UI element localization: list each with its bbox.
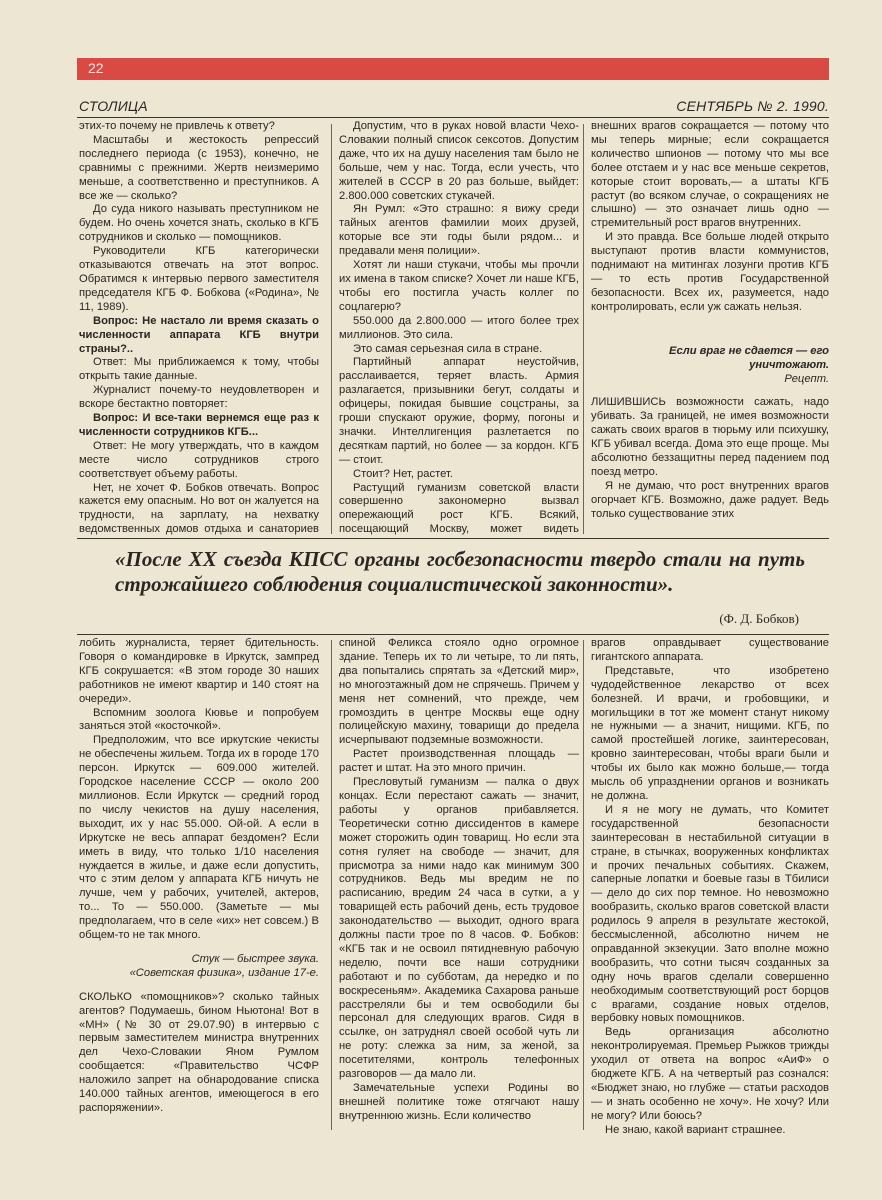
paragraph: До суда никого называть преступником не будем. Но очень хочется знать, сколько в КГБ сотрудников и сколько — помощников. <box>79 203 319 244</box>
paragraph: Вопрос: И все-таки вернемся еще раз к численности сотрудников КГБ... <box>79 412 319 438</box>
publication-name: СТОЛИЦА <box>79 98 148 114</box>
paragraph: Ян Румл: «Это страшно: я вижу среди тайных агентов фамилии моих друзей, которые все эти годы были рядом... и предавали меня полиции». <box>339 203 579 258</box>
paragraph: Нет, не хочет Ф. Бобков отвечать. Вопрос кажется ему опасным. Но вот он жалуется на трудности, на зарплату, на нехватку ведомственных домов отдыха и санаториев <box>79 481 319 536</box>
paragraph: Я не думаю, что рост внутренних врагов огорчает КГБ. Возможно, даже радует. Ведь только существование этих <box>591 479 829 520</box>
masthead-rule <box>77 117 829 118</box>
paragraph: ЛИШИВШИСЬ возможности сажать, надо убивать. За границей, не имея возможности сажать своих врагов в тюрьму или психушку, КГБ убивал всегда. Дома это еще проще. Мы абсолютно беззащитны перед падением под поезд метро. <box>591 396 829 478</box>
paragraph: Партийный аппарат неустойчив, расслаивается, теряет власть. Армия разлагается, призывники бегут, солдаты и офицеры, покидая бывшие соцстраны, за гроши спускают оружие, форму, погоны и значки. Интеллигенция разлетается по десяткам партий, но более — за кордон. КГБ — стоит. <box>339 356 579 466</box>
paragraph: Не знаю, какой вариант страшнее. <box>605 1123 786 1136</box>
epigraph-source: «Советская физика», издание 17-е. <box>129 966 319 979</box>
paragraph: СКОЛЬКО «помощников»? сколько тайных агентов? Подумаешь, бином Ньютона! Вот в «МН» (№ 30 от 29.07.90) в интервью с первым заместителем министра внутренних дел Чехо-Словакии Яном Румлом сообщается: «Правительство ЧСФР наложило запрет на обнародование списка 140.000 тайных агентов, имеющегося в его распоряжении». <box>79 990 319 1114</box>
bottom-column-2 <box>339 637 579 1137</box>
paragraph: Вопрос: Не настало ли время сказать о численности аппарата КГБ внутри страны?.. <box>79 314 319 355</box>
pull-quote: «После XX съезда КПСС органы госбезопасности твердо стали на путь строжайшего соблюдения социалистической законности». <box>115 547 805 596</box>
paragraph: Ведь организация абсолютно неконтролируемая. Премьер Рыжков трижды уходил от ответа на вопрос «АиФ» о бюджете КГБ. А на четвертый раз сознался: «Бюджет знаю, но глубже — статьи расходов — и знать особенно не хочу». Не хочу? Или не могу? Или боюсь? <box>591 1026 829 1122</box>
paragraph: этих-то почему не привлечь к ответу? <box>79 120 275 132</box>
column-divider <box>583 124 584 534</box>
paragraph: Стоит? Нет, растет. <box>353 467 453 480</box>
column-divider <box>331 640 332 1130</box>
paragraph: Хотят ли наши стукачи, чтобы мы прочли их имена в таком списке? Хочет ли наше КГБ, чтобы его постигла участь коллег по соцлагерю? <box>339 259 579 313</box>
paragraph: Растущий гуманизм советской власти совершенно закономерно вызвал опережающий рост КГБ. Всякий, посещающий Москву, может видеть <box>339 481 579 536</box>
column-divider <box>331 124 332 534</box>
paragraph: Представьте, что изобретено чудодейственное лекарство от всех болезней. И врачи, и гробовщики, и могильщики в тот же момент станут никому не нужными — а значит, нищими. КГБ, по самой простейшей логике, заинтересован, кровно заинтересован, чтобы враги были и чтобы их было как можно больше,— тогда мысль об упразднении органов и возникать не должна. <box>591 664 829 802</box>
paragraph: И я не могу не думать, что Комитет государственной безопасности заинтересован в нестабильной ситуации в стране, в стычках, вооруженных конфликтах и прочих печальных событиях. Скажем, саперные лопатки и боевые газы в Тбилиси — дело до сих пор темное. Но невозможно вообразить, сколько врагов советской власти родилось 9 апреля в результате жестокой, бессмысленной, абсолютно ничем не оправданной экзекуции. Зато вполне можно вообразить, что сотни тысяч созданных за одну ночь врагов сделали совершенно необходимым соответствующий рост борцов с врагами, создание новых отделов, вербовку новых помощников. <box>591 803 829 1025</box>
paragraph: Масштабы и жестокость репрессий последнего периода (с 1953), конечно, не сравнимы с прежними. Жертв неизмеримо меньше, а соответственно и преступников. А все же — сколько? <box>79 133 319 202</box>
pull-quote-box <box>77 538 829 635</box>
header-red-bar <box>77 58 829 80</box>
paragraph: врагов оправдывает существование гигантского аппарата. <box>591 637 829 663</box>
paragraph: Растет производственная площадь — растет и штат. На это много причин. <box>339 748 579 775</box>
page-number: 22 <box>88 60 104 76</box>
pull-quote-attribution: (Ф. Д. Бобков) <box>719 611 799 626</box>
epigraph: Если враг не сдается — его уничтожают. <box>668 344 829 371</box>
paragraph: Ответ: Не могу утверждать, что в каждом месте число сотрудников строго соответствует объему работы. <box>79 439 319 480</box>
top-column-2 <box>339 120 579 536</box>
bottom-column-3 <box>591 637 829 1137</box>
paragraph: Пресловутый гуманизм — палка о двух концах. Если перестают сажать — значит, работы у органов прибавляется. Теоретически сотню диссидентов в камере может сторожить один товарищ. Но если эта сотня гуляет на свободе — значит, для присмотра за ними надо как минимум 300 сотрудников. Ведь мы вредим не по расписанию, вредим 24 часа в сутки, а у товарищей есть рабочий день, есть трудовое законодательство — выходит, одного врага должны пасти трое по 8 часов. Ф. Бобков: «КГБ так и не освоил пятидневную рабочую неделю, почти все наши сотрудники работают и по субботам, да нередко и по воскресеньям». Академика Сахарова раньше расстреляли бы и тем освободили бы персонал для следующих врагов. Сидя в ссылке, он затруднял своей особой чуть ли не роту: слежка за ним, за женой, за посетителями, контроль телефонных разговоров — да мало ли. <box>339 776 579 1081</box>
paragraph: И это правда. Все больше людей открыто выступают против власти коммунистов, поднимают на митингах лозунги против КГБ — то есть против Государственной безопасности. Всех их, разумеется, надо контролировать, если уж сажать нельзя. <box>591 231 829 313</box>
masthead <box>77 98 829 116</box>
paragraph: Руководители КГБ категорически отказываются отвечать на этот вопрос. Обратимся к интервью первого заместителя председателя КГБ Ф. Бобкова («Родина», № 11, 1989). <box>79 245 319 313</box>
top-column-3 <box>591 120 829 536</box>
paragraph: лобить журналиста, теряет бдительность. Говоря о командировке в Иркутск, зампред КГБ сокрушается: «В этом городе 30 наших работников не имеют квартир и 140 стоят на очереди». <box>79 637 319 705</box>
paragraph: спиной Феликса стояло одно огромное здание. Теперь их то ли четыре, то ли пять, два попытались спрятать за «Детский мир», но многоэтажный дом не спрячешь. Причем у меня нет сомнений, что прежде, чем громоздить в центре Москвы еще одну полицейскую махину, товарищи до предела исчерпывают подземные возможности. <box>339 637 579 747</box>
bottom-column-1 <box>79 637 319 1137</box>
issue-date: СЕНТЯБРЬ № 2. 1990. <box>676 98 829 114</box>
paragraph: Допустим, что в руках новой власти Чехо-Словакии полный список сексотов. Допустим даже, что их на душу населения там было не больше, чем у нас. Тогда, если учесть, что жителей в СССР в 20 раз больше, выйдет: 2.800.000 советских стукачей. <box>339 120 579 202</box>
top-column-1 <box>79 120 319 536</box>
paragraph: внешних врагов сокращается — потому что мы теперь мирные; если сокращается количество шпионов — потому что мы все более отстаем и у нас все меньше секретов, которые стоит воровать,— а штаты КГБ растут (во всяком случае, о сокращениях не слышно) — это означает лишь одно — стремительный рост врагов внутренних. <box>591 120 829 230</box>
paragraph: Ответ: Мы приближаемся к тому, чтобы открыть такие данные. <box>79 356 319 383</box>
epigraph-source: Рецепт. <box>784 372 829 385</box>
column-divider <box>583 640 584 1130</box>
paragraph: Замечательные успехи Родины во внешней политике тоже отягчают нашу внутреннюю жизнь. Если количество <box>339 1082 579 1122</box>
paragraph: Предположим, что все иркутские чекисты не обеспечены жильем. Тогда их в городе 170 персон. Иркутск — 609.000 жителей. Городское население СССР — около 200 миллионов. Если Иркутск — средний город по числу чекистов на душу населения, выходит, их у нас 55.000. Ой-ой. А если в Иркутске не весь аппарат бездомен? Если иметь в виду, что только 1/10 населения нуждается в жилье, и даже если допустить, что с этим делом у аппарата КГБ ничуть не лучше, чем у рабочих, учителей, актеров, то... То — 550.000. (Заметьте — мы предполагаем, что в селе «их» нет совсем.) В общем-то не так много. <box>79 734 319 942</box>
paragraph: Журналист почему-то неудовлетворен и вскоре бестактно повторяет: <box>79 384 319 411</box>
epigraph: Стук — быстрее звука. <box>191 952 319 965</box>
paragraph: Это самая серьезная сила в стране. <box>353 342 543 355</box>
paragraph: Вспомним зоолога Кювье и попробуем заняться этой «косточкой». <box>79 706 319 733</box>
paragraph: 550.000 да 2.800.000 — итого более трех миллионов. Это сила. <box>339 314 579 341</box>
